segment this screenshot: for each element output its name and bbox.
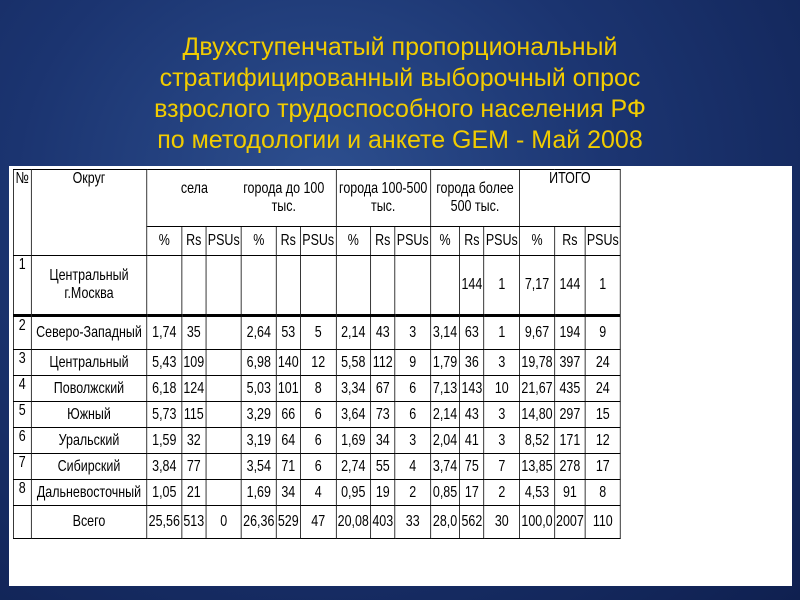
total-cell: 562 [460, 506, 484, 539]
table-cell: 19 [371, 480, 395, 506]
subheader-cell: PSUs [585, 227, 620, 256]
table-cell: 6 [395, 376, 430, 402]
total-cell: 100,0 [520, 506, 555, 539]
table-cell: 3,19 [241, 428, 276, 454]
table-cell: 53 [276, 316, 300, 350]
table-cell: 1 [484, 256, 519, 316]
table-cell: 43 [371, 316, 395, 350]
table-cell: 8 [585, 480, 620, 506]
row-number: 2 [13, 316, 31, 350]
okrug-name: Сибирский [31, 454, 147, 480]
table-cell: 91 [554, 480, 585, 506]
table-cell: 1,79 [430, 350, 459, 376]
table-cell: 3,64 [336, 402, 371, 428]
table-cell: 67 [371, 376, 395, 402]
subheader-cell: % [147, 227, 182, 256]
sample-table [13, 169, 621, 539]
subheader-cell: % [430, 227, 459, 256]
table-cell: 3,34 [336, 376, 371, 402]
table-cell: 278 [554, 454, 585, 480]
header-no: № [13, 170, 31, 256]
table-cell: 71 [276, 454, 300, 480]
table-cell: 3,74 [430, 454, 459, 480]
table-cell: 10 [484, 376, 519, 402]
table-cell: 21,67 [520, 376, 555, 402]
table-cell: 14,80 [520, 402, 555, 428]
table-cell: 24 [585, 350, 620, 376]
total-cell: 28,0 [430, 506, 459, 539]
subheader-cell: Rs [182, 227, 206, 256]
table-cell: 6 [300, 454, 335, 480]
okrug-name: Центральный [31, 350, 147, 376]
table-cell: 9 [585, 316, 620, 350]
table-cell: 19,78 [520, 350, 555, 376]
table-cell: 8 [300, 376, 335, 402]
table-cell: 3,29 [241, 402, 276, 428]
table-cell: 43 [460, 402, 484, 428]
row-number: 1 [13, 256, 31, 316]
table-cell: 21 [182, 480, 206, 506]
table-cell: 297 [554, 402, 585, 428]
title-line: по методологии и анкете GEM - Май 2008 [157, 126, 643, 154]
subheader-cell: Rs [371, 227, 395, 256]
subheader-cell: Rs [276, 227, 300, 256]
table-cell: 2,74 [336, 454, 371, 480]
table-cell: 140 [276, 350, 300, 376]
table-cell [147, 256, 182, 316]
total-row [13, 506, 620, 539]
table-cell: 63 [460, 316, 484, 350]
header-group: села [180, 180, 208, 197]
table-cell: 17 [585, 454, 620, 480]
table-cell [241, 256, 276, 316]
okrug-name: Поволжский [31, 376, 147, 402]
table-cell: 4 [300, 480, 335, 506]
header-group: ИТОГО [520, 170, 621, 227]
table-row [13, 454, 620, 480]
okrug-name: Южный [31, 402, 147, 428]
table-cell: 9,67 [520, 316, 555, 350]
table-cell [395, 256, 430, 316]
table-cell [300, 256, 335, 316]
total-cell: 25,56 [147, 506, 182, 539]
total-cell: 0 [206, 506, 241, 539]
table-cell: 3,14 [430, 316, 459, 350]
header-group: города до 100 тыс. [243, 180, 325, 215]
table-cell: 12 [300, 350, 335, 376]
table-cell: 6 [300, 402, 335, 428]
table-cell: 144 [554, 256, 585, 316]
table-cell: 3,84 [147, 454, 182, 480]
table-cell: 4,53 [520, 480, 555, 506]
table-cell: 36 [460, 350, 484, 376]
table-cell: 17 [460, 480, 484, 506]
total-cell: 2007 [554, 506, 585, 539]
total-cell: 513 [182, 506, 206, 539]
table-cell: 15 [585, 402, 620, 428]
table-cell: 41 [460, 428, 484, 454]
row-number: 6 [13, 428, 31, 454]
table-cell: 2,14 [336, 316, 371, 350]
table-cell: 73 [371, 402, 395, 428]
table-cell [206, 316, 241, 350]
table-cell: 32 [182, 428, 206, 454]
table-cell: 3 [484, 428, 519, 454]
row-number: 3 [13, 350, 31, 376]
table-cell: 124 [182, 376, 206, 402]
table-cell: 143 [460, 376, 484, 402]
table-cell: 5 [300, 316, 335, 350]
table-cell [182, 256, 206, 316]
table-cell [206, 454, 241, 480]
table-cell: 3 [484, 350, 519, 376]
table-cell [206, 256, 241, 316]
table-cell: 6 [395, 402, 430, 428]
table-cell [430, 256, 459, 316]
row-number: 5 [13, 402, 31, 428]
table-cell: 75 [460, 454, 484, 480]
total-cell: 47 [300, 506, 335, 539]
table-cell: 2,04 [430, 428, 459, 454]
subheader-cell: PSUs [484, 227, 519, 256]
table-cell [206, 376, 241, 402]
table-cell: 35 [182, 316, 206, 350]
table-cell: 1,05 [147, 480, 182, 506]
table-cell: 34 [371, 428, 395, 454]
header-group: города более 500 тыс. [430, 170, 519, 227]
table-cell: 1,69 [241, 480, 276, 506]
row-number [13, 506, 31, 539]
okrug-name: Уральский [31, 428, 147, 454]
subheader-cell: Rs [554, 227, 585, 256]
table-cell: 0,85 [430, 480, 459, 506]
table-cell: 3 [484, 402, 519, 428]
table-cell: 2,14 [430, 402, 459, 428]
header-group-rural-small [147, 170, 336, 227]
table-row [13, 256, 620, 316]
table-cell: 6 [300, 428, 335, 454]
table-cell: 7,17 [520, 256, 555, 316]
table-cell: 5,43 [147, 350, 182, 376]
table-cell: 2 [395, 480, 430, 506]
table-cell: 1 [585, 256, 620, 316]
table-cell: 5,58 [336, 350, 371, 376]
table-sheet [9, 166, 792, 586]
table-cell: 1,59 [147, 428, 182, 454]
table-row [13, 402, 620, 428]
table-cell: 397 [554, 350, 585, 376]
table-cell: 2 [484, 480, 519, 506]
row-number: 7 [13, 454, 31, 480]
subheader-cell: % [520, 227, 555, 256]
table-cell: 109 [182, 350, 206, 376]
subheader-cell: Rs [460, 227, 484, 256]
title-line: взрослого трудоспособного населения РФ [154, 95, 646, 123]
table-cell: 66 [276, 402, 300, 428]
subheader-cell: PSUs [206, 227, 241, 256]
table-cell: 9 [395, 350, 430, 376]
subheader-cell: PSUs [300, 227, 335, 256]
table-cell: 3 [395, 428, 430, 454]
table-cell [206, 402, 241, 428]
subheader-cell: % [336, 227, 371, 256]
okrug-name: Дальневосточный [31, 480, 147, 506]
table-cell: 64 [276, 428, 300, 454]
table-cell: 0,95 [336, 480, 371, 506]
table-cell: 194 [554, 316, 585, 350]
table-cell: 7,13 [430, 376, 459, 402]
okrug-name: Центральный г.Москва [31, 256, 147, 316]
table-cell [336, 256, 371, 316]
table-cell: 4 [395, 454, 430, 480]
table-cell [206, 480, 241, 506]
table-cell: 115 [182, 402, 206, 428]
table-cell: 1 [484, 316, 519, 350]
subheader-cell: % [241, 227, 276, 256]
table-cell: 1,74 [147, 316, 182, 350]
table-cell: 144 [460, 256, 484, 316]
table-cell: 13,85 [520, 454, 555, 480]
table-cell: 101 [276, 376, 300, 402]
table-cell: 171 [554, 428, 585, 454]
table-row [13, 350, 620, 376]
table-cell: 77 [182, 454, 206, 480]
table-cell: 5,03 [241, 376, 276, 402]
title-line: стратифицированный выборочный опрос [159, 64, 641, 92]
total-cell: 403 [371, 506, 395, 539]
table-cell: 3,54 [241, 454, 276, 480]
subheader-cell: PSUs [395, 227, 430, 256]
table-cell: 3 [395, 316, 430, 350]
table-cell: 8,52 [520, 428, 555, 454]
table-row [13, 316, 620, 350]
table-row [13, 376, 620, 402]
total-cell: 33 [395, 506, 430, 539]
table-row [13, 480, 620, 506]
table-cell: 7 [484, 454, 519, 480]
okrug-name: Северо-Западный [31, 316, 147, 350]
table-cell: 34 [276, 480, 300, 506]
total-cell: 110 [585, 506, 620, 539]
row-number: 4 [13, 376, 31, 402]
title-line: Двухступенчатый пропорциональный [182, 33, 618, 61]
row-number: 8 [13, 480, 31, 506]
total-cell: 20,08 [336, 506, 371, 539]
table-cell: 55 [371, 454, 395, 480]
table-cell: 1,69 [336, 428, 371, 454]
total-cell: 26,36 [241, 506, 276, 539]
table-cell: 435 [554, 376, 585, 402]
table-row [13, 428, 620, 454]
total-cell: 529 [276, 506, 300, 539]
header-okrug: Округ [31, 170, 147, 256]
table-cell: 6,18 [147, 376, 182, 402]
table-cell: 112 [371, 350, 395, 376]
header-group: города 100-500 тыс. [336, 170, 430, 227]
slide-title [0, 32, 800, 156]
table-cell: 6,98 [241, 350, 276, 376]
table-cell [206, 428, 241, 454]
total-cell: 30 [484, 506, 519, 539]
header-row [13, 170, 620, 227]
table-cell: 12 [585, 428, 620, 454]
total-label: Всего [31, 506, 147, 539]
table-cell: 2,64 [241, 316, 276, 350]
table-cell [206, 350, 241, 376]
table-cell: 24 [585, 376, 620, 402]
table-cell [276, 256, 300, 316]
table-cell: 5,73 [147, 402, 182, 428]
table-cell [371, 256, 395, 316]
